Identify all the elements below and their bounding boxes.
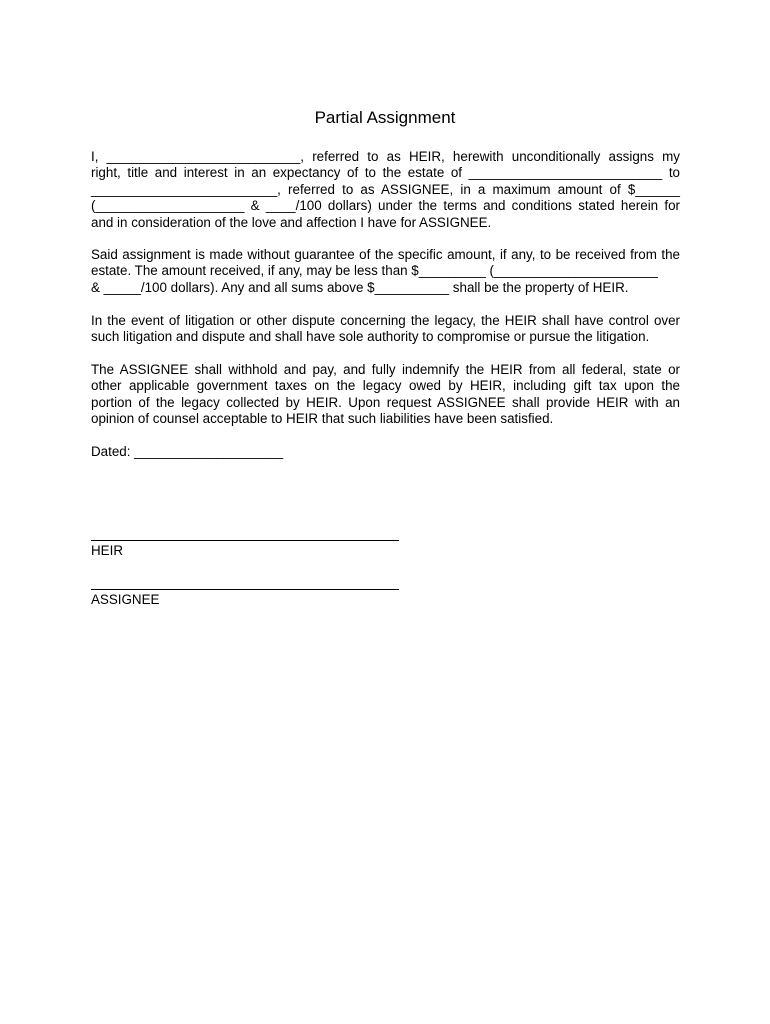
paragraph-line: _________________________, referred to as ASSIGNEE, in a maximum amount of $______ — [91, 181, 680, 197]
paragraph-line: estate. The amount received, if any, may be less than $_________ (______________________ — [91, 263, 658, 279]
dated-label: Dated: ____________________ — [91, 444, 284, 459]
paragraph-taxes — [91, 362, 680, 428]
dated-field[interactable] — [91, 444, 680, 460]
paragraph-line: such litigation and dispute and shall have sole authority to compromise or pursue the litigation. — [91, 329, 650, 345]
paragraph-line: portion of the legacy collected by HEIR. Upon request ASSIGNEE shall provide HEIR with an — [91, 394, 680, 410]
paragraph-assignment-terms — [91, 149, 680, 231]
paragraph-line: & _____/100 dollars). Any and all sums above $__________ shall be the property of HEIR. — [91, 279, 629, 295]
document-title: Partial Assignment — [314, 108, 456, 127]
paragraph-litigation — [91, 313, 680, 346]
paragraph-line: opinion of counsel acceptable to HEIR that such liabilities have been satisfied. — [91, 411, 554, 427]
paragraph-line: I, __________________________, referred to as HEIR, herewith unconditionally assigns my — [91, 149, 680, 164]
paragraph-no-guarantee — [91, 247, 680, 296]
paragraph-line: Said assignment is made without guarantee of the specific amount, if any, to be received from the — [91, 247, 680, 262]
paragraph-line: (____________________ & ____/100 dollars) under the terms and conditions stated herein for — [91, 198, 680, 214]
paragraph-line: right, title and interest in an expectancy of to the estate of __________________________ to — [91, 165, 680, 181]
paragraph-line: In the event of litigation or other dispute concerning the legacy, the HEIR shall have control over — [91, 313, 680, 328]
paragraph-line: and in consideration of the love and affection I have for ASSIGNEE. — [91, 214, 492, 230]
paragraph-line: The ASSIGNEE shall withhold and pay, and fully indemnify the HEIR from all federal, state or — [91, 362, 680, 377]
paragraph-line: other applicable government taxes on the legacy owed by HEIR, including gift tax upon the — [91, 378, 680, 394]
heir-signature-label: HEIR — [91, 543, 123, 558]
assignee-signature-line[interactable] — [91, 589, 399, 590]
assignee-signature-label: ASSIGNEE — [91, 592, 160, 607]
heir-signature-line[interactable] — [91, 540, 399, 541]
